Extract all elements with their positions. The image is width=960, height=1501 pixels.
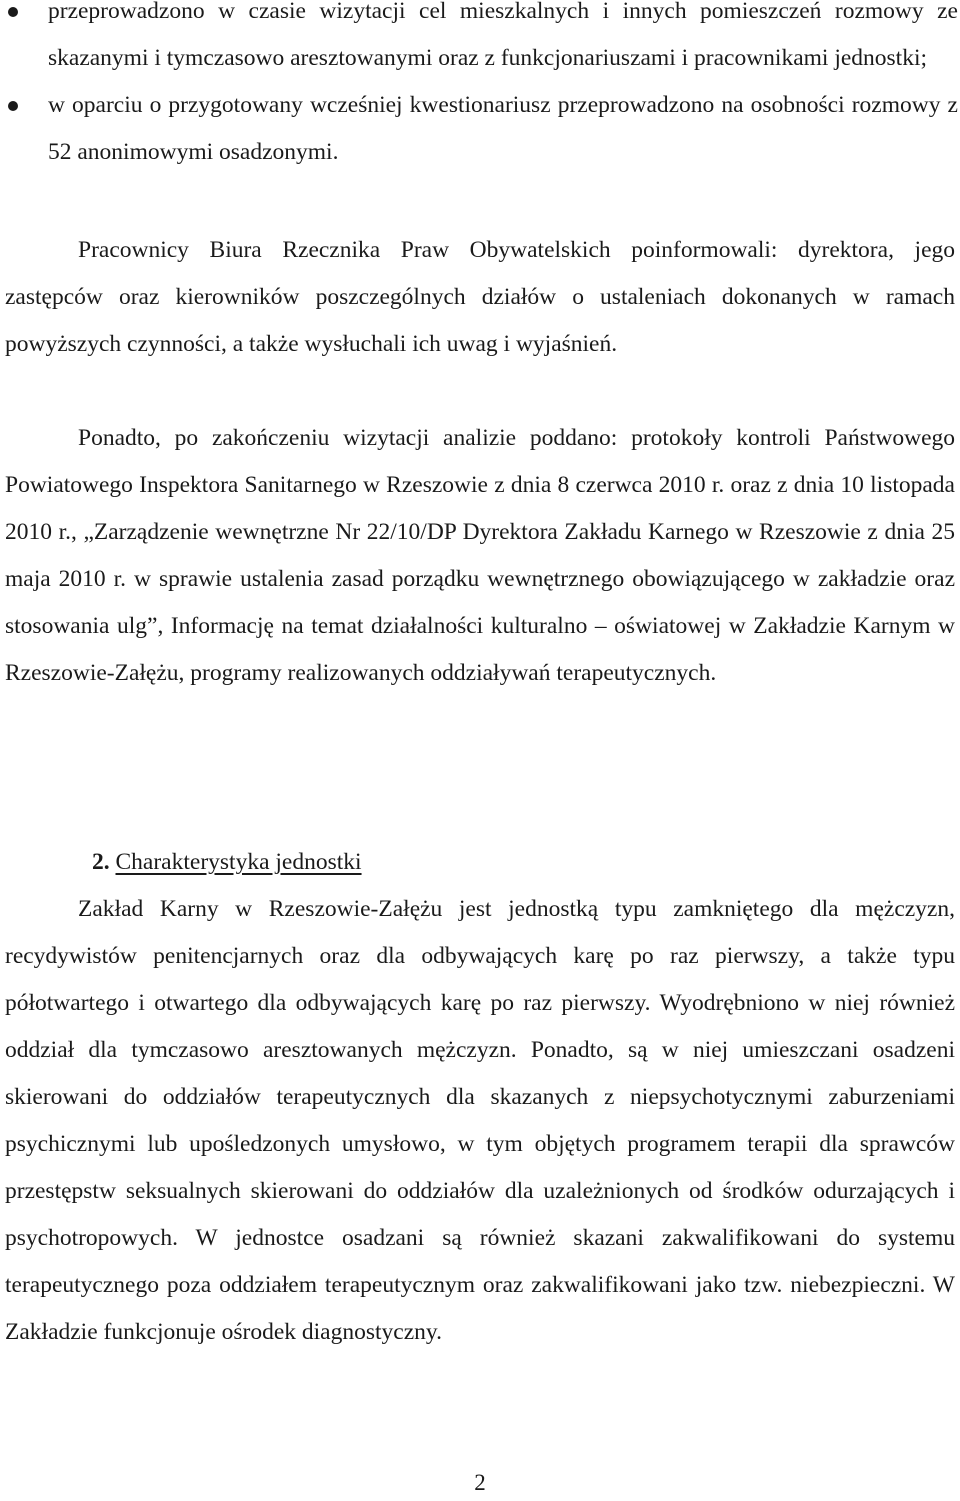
paragraph-analysed-documents: Ponadto, po zakończeniu wizytacji analizie poddano: protokoły kontroli Państwowego Powiatowego Inspektora Sanitarnego w Rzeszowie z dnia 8 czerwca 2010 r. oraz z dnia 10 listopada 2010 r., „Zarządzenie wewnętrzne Nr 22/10/DP Dyrektora Zakładu Karnego w Rzeszowie z dnia 25 maja 2010 r. w sprawie ustalenia zasad porządku wewnętrznego obowiązującego w zakładzie oraz stosowania ulg”, Informację na temat działalności kulturalno – oświatowej w Zakładzie Karnym w Rzeszowie-Załężu, programy realizowanych oddziaływań terapeutycznych. — [5, 425, 955, 686]
bullet-icon — [8, 101, 18, 111]
bullet-text: przeprowadzono w czasie wizytacji cel mieszkalnych i innych pomieszczeń rozmowy ze skazanymi i tymczasowo aresztowanymi oraz z funkcjonariuszami i pracownikami jednostki; — [48, 0, 958, 71]
section-heading — [92, 839, 362, 886]
bullet-text: w oparciu o przygotowany wcześniej kwestionariusz przeprowadzono na osobności rozmowy z 52 anonimowymi osadzonymi. — [48, 92, 958, 165]
page-number: 2 — [474, 1470, 486, 1495]
bullet-icon — [8, 7, 18, 17]
section-number: 2. — [92, 849, 110, 875]
activity-bullet-list — [0, 0, 958, 176]
paragraph-unit-characteristics: Zakład Karny w Rzeszowie-Załężu jest jednostką typu zamkniętego dla mężczyzn, recydywistów penitencjarnych oraz dla odbywających karę po raz pierwszy, a także typu półotwartego i otwartego dla odbywających karę po raz pierwszy. Wyodrębniono w niej również oddział dla tymczasowo aresztowanych mężczyzn. Ponadto, są w niej umieszczani osadzeni skierowani do oddziałów terapeutycznych dla skazanych z niepsychotycznymi zaburzeniami psychicznymi lub upośledzonych umysłowo, w tym objętych programem terapii dla sprawców przestępstw seksualnych skierowani do oddziałów dla uzależnionych od środków odurzających i psychotropowych. W jednostce osadzani są również skazani zakwalifikowani do systemu terapeutycznego poza oddziałem terapeutycznym oraz zakwalifikowani jako tzw. niebezpieczni. W Zakładzie funkcjonuje ośrodek diagnostyczny. — [5, 896, 955, 1345]
paragraph-informed-management: Pracownicy Biura Rzecznika Praw Obywatelskich poinformowali: dyrektora, jego zastępców oraz kierowników poszczególnych działów o ustaleniach dokonanych w ramach powyższych czynności, a także wysłuchali ich uwag i wyjaśnień. — [5, 237, 955, 357]
bullet-item-interviews — [0, 0, 958, 82]
bullet-item-questionnaire — [0, 82, 958, 176]
section-title: Charakterystyka jednostki — [115, 849, 362, 875]
